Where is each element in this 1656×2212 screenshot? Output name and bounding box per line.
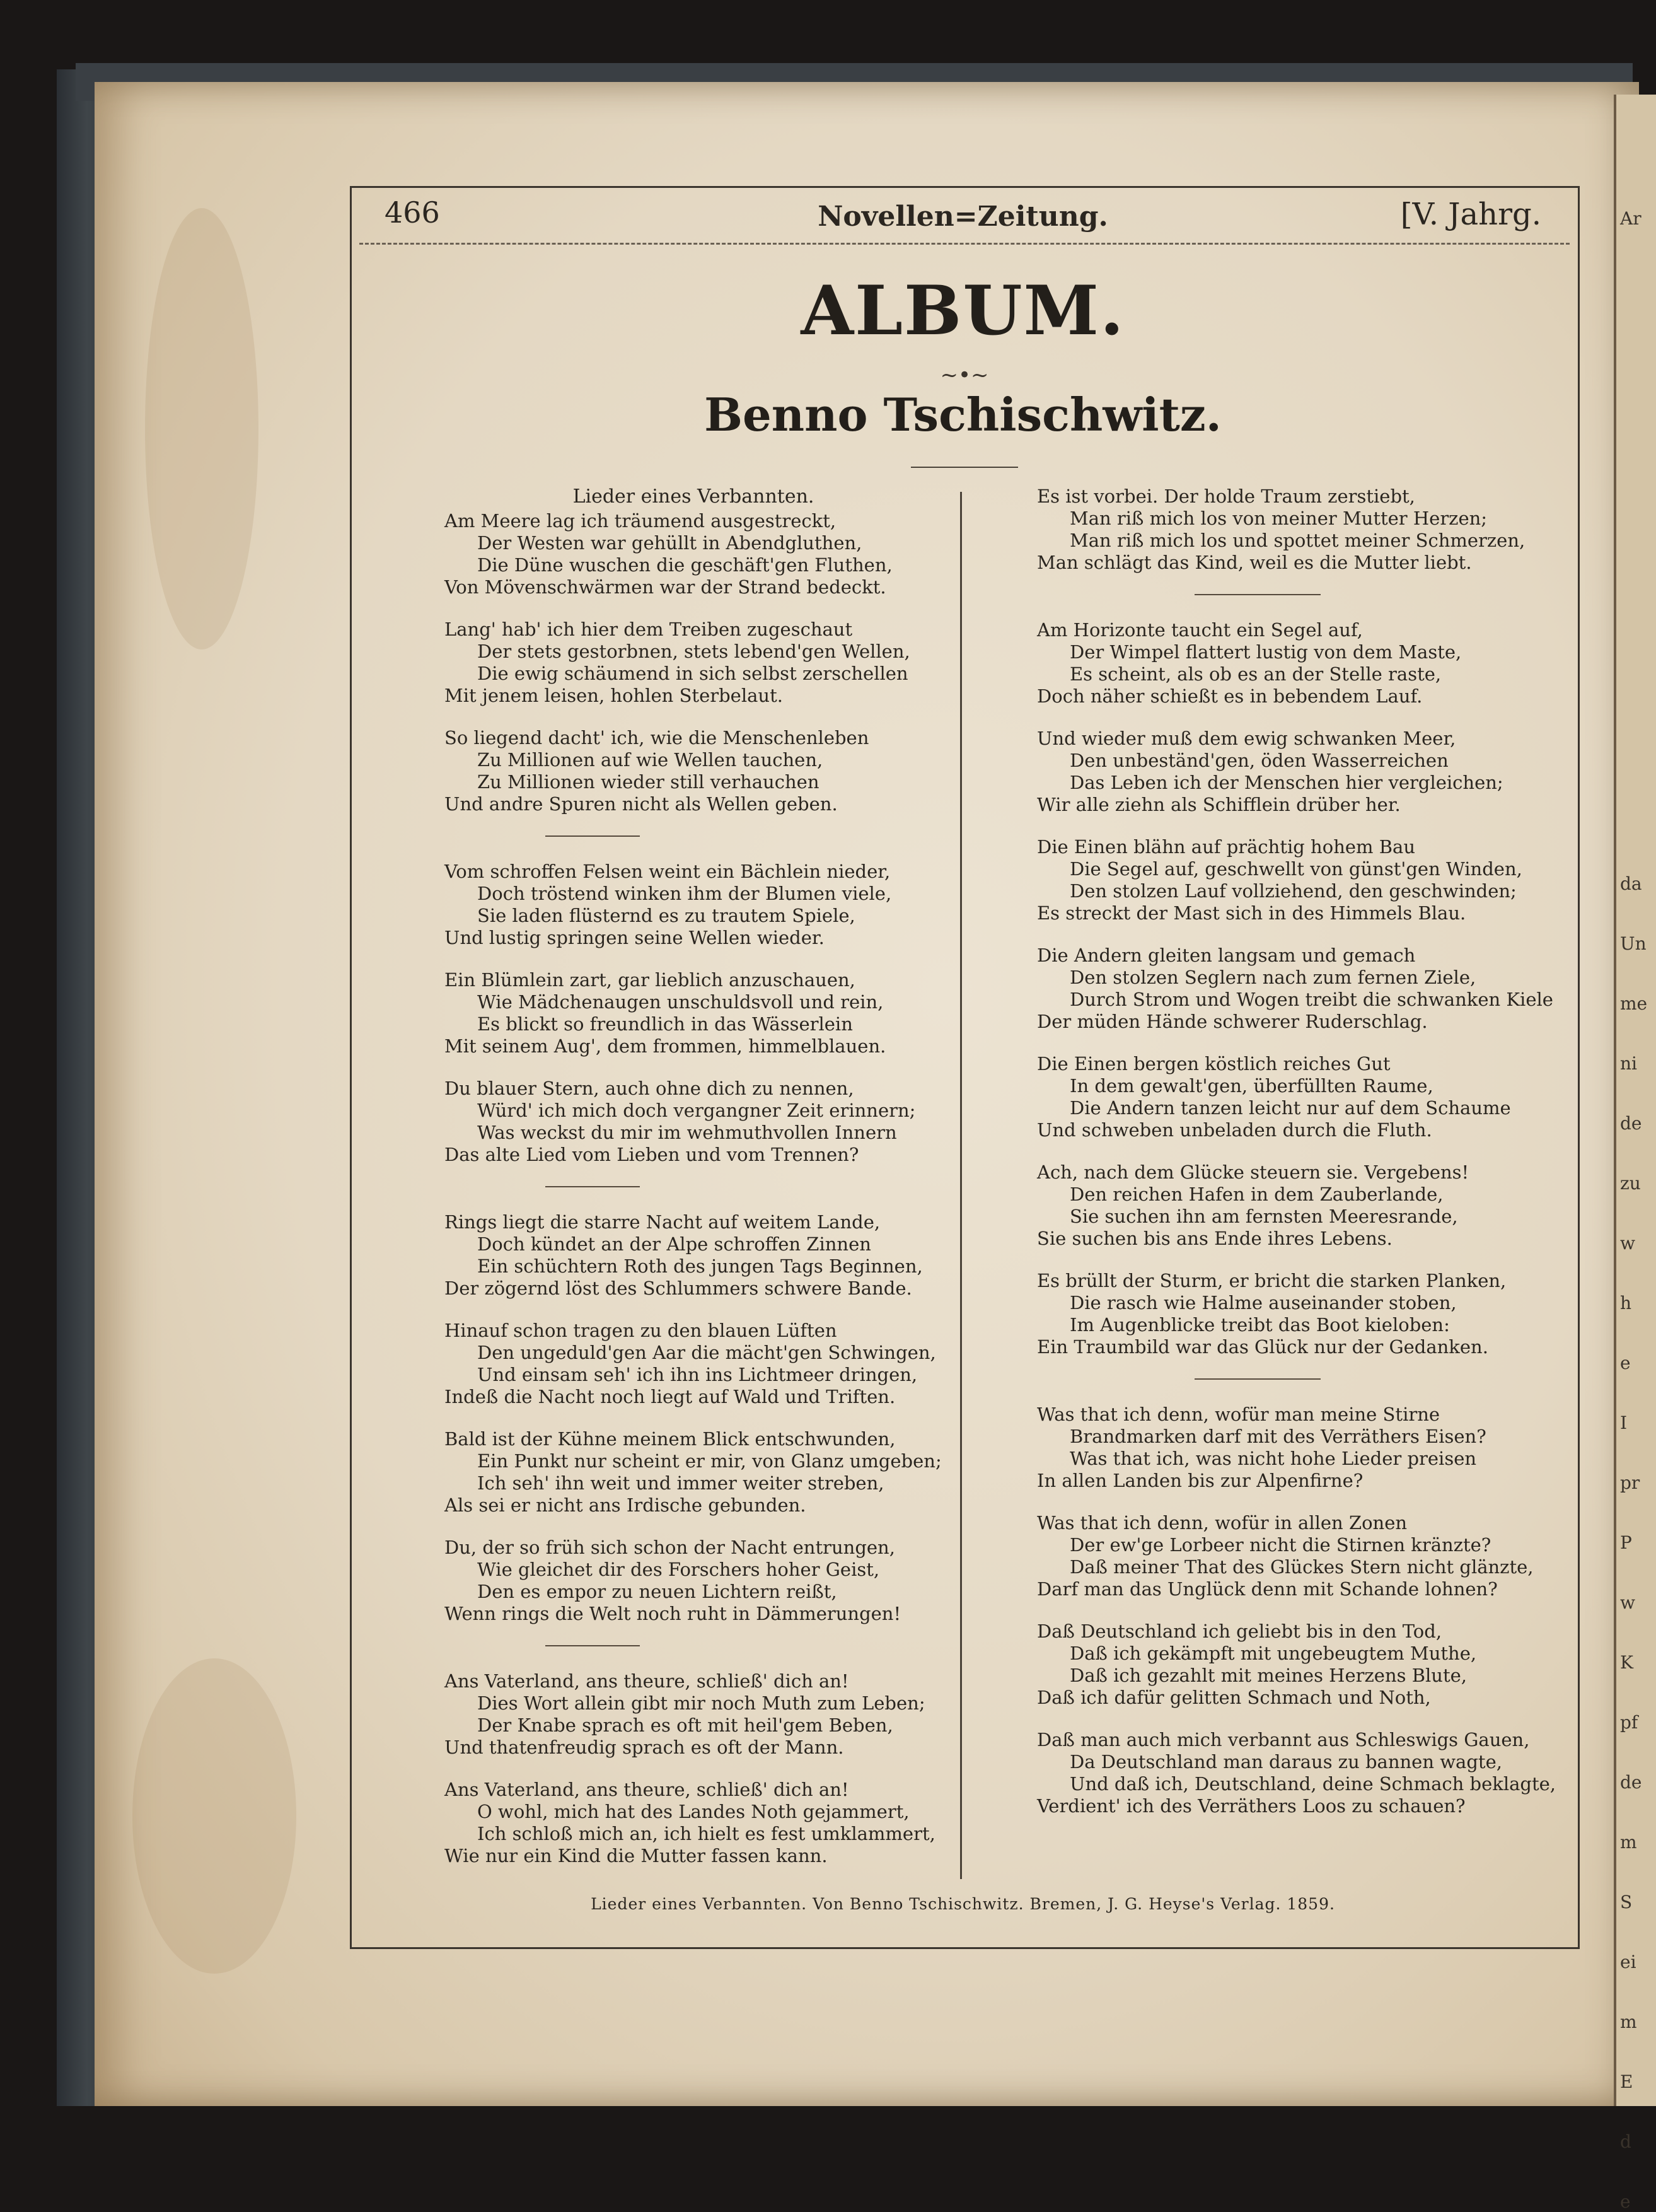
stanza (1037, 1053, 1548, 1141)
verse-line: Mit seinem Aug', dem frommen, himmelblauen. (444, 1035, 886, 1057)
adjacent-page-edge (1614, 95, 1656, 2212)
verse-line: Doch kündet an der Alpe schroffen Zinnen (477, 1233, 871, 1255)
verse-line: Die Andern tanzen leicht nur auf dem Schaume (1070, 1097, 1511, 1119)
adjacent-page-text: w (1620, 1233, 1635, 1254)
verse-line: Was that ich, was nicht hohe Lieder preisen (1070, 1448, 1477, 1469)
verse-line: Verdient' ich des Verräthers Loos zu schauen? (1037, 1795, 1466, 1817)
section-separator (545, 835, 640, 837)
verse-line: So liegend dacht' ich, wie die Menschenleben (444, 727, 869, 748)
verse-line: Sie suchen ihn am fernsten Meeresrande, (1070, 1206, 1458, 1227)
verse-line: Lang' hab' ich hier dem Treiben zugeschaut (444, 619, 853, 640)
stanza (1037, 619, 1548, 707)
verse-line: Die rasch wie Halme auseinander stoben, (1070, 1292, 1457, 1313)
adjacent-page-text: w (1620, 1592, 1635, 1613)
verse-line: Und schweben unbeladen durch die Fluth. (1037, 1119, 1432, 1141)
verse-line: Durch Strom und Wogen treibt die schwanken Kiele (1070, 989, 1553, 1010)
verse-line: Die Andern gleiten langsam und gemach (1037, 945, 1416, 966)
verse-line: Die ewig schäumend in sich selbst zerschellen (477, 663, 908, 684)
stanza (444, 1428, 942, 1516)
verse-line: Daß ich gezahlt mit meines Herzens Blute, (1070, 1665, 1468, 1686)
verse-line: Wir alle ziehn als Schifflein drüber her. (1037, 794, 1401, 815)
verse-line: Ich seh' ihn weit und immer weiter streben, (477, 1472, 884, 1494)
adjacent-page-text: m (1620, 1832, 1637, 1853)
verse-line: Ein Traumbild war das Glück nur der Gedanken. (1037, 1336, 1488, 1358)
verse-line: Hinauf schon tragen zu den blauen Lüften (444, 1320, 837, 1341)
verse-line: Wie nur ein Kind die Mutter fassen kann. (444, 1845, 828, 1866)
page-footer: Lieder eines Verbannten. Von Benno Tschischwitz. Bremen, J. G. Heyse's Verlag. 1859. (591, 1895, 1335, 1913)
stanza (1037, 1161, 1548, 1250)
verse-line: Doch näher schießt es in bebendem Lauf. (1037, 685, 1423, 707)
verse-line: Den stolzen Seglern nach zum fernen Ziele, (1070, 967, 1476, 988)
right-column (1037, 486, 1556, 1837)
ornament: ~•~ (940, 363, 989, 388)
verse-line: Brandmarken darf mit des Verräthers Eisen? (1070, 1426, 1486, 1447)
verse-line: Es brüllt der Sturm, er bricht die starken Planken, (1037, 1270, 1507, 1291)
verse-line: Wenn rings die Welt noch ruht in Dämmerungen! (444, 1603, 901, 1624)
verse-line: Darf man das Unglück denn mit Schande lohnen? (1037, 1578, 1498, 1600)
verse-line: Rings liegt die starre Nacht auf weitem Lande, (444, 1211, 881, 1233)
stanza (444, 969, 942, 1057)
verse-line: Der Knabe sprach es oft mit heil'gem Beben, (477, 1714, 893, 1736)
verse-line: Du, der so früh sich schon der Nacht entrungen, (444, 1537, 895, 1558)
verse-line: Ans Vaterland, ans theure, schließ' dich an! (444, 1670, 849, 1692)
verse-line: Daß man auch mich verbannt aus Schleswigs Gauen, (1037, 1729, 1530, 1750)
verse-line: In allen Landen bis zur Alpenfirne? (1037, 1470, 1364, 1491)
adjacent-page-text: ni (1620, 1053, 1637, 1074)
verse-line: Indeß die Nacht noch liegt auf Wald und Triften. (444, 1386, 896, 1407)
verse-line: Der Westen war gehüllt in Abendgluthen, (477, 532, 862, 554)
adjacent-page-text: de (1620, 1113, 1642, 1134)
adjacent-page-text: e (1620, 1353, 1631, 1373)
verse-line: Es ist vorbei. Der holde Traum zerstiebt, (1037, 486, 1415, 507)
adjacent-page-text: me (1620, 993, 1648, 1014)
author-name: Benno Tschischwitz. (704, 388, 1222, 441)
verse-line: Bald ist der Kühne meinem Blick entschwunden, (444, 1428, 896, 1450)
verse-line: Den es empor zu neuen Lichtern reißt, (477, 1581, 837, 1602)
verse-line: Würd' ich mich doch vergangner Zeit erinnern; (477, 1100, 916, 1121)
verse-line: Die Düne wuschen die geschäft'gen Fluthen, (477, 554, 893, 576)
adjacent-page-text: E (1620, 2071, 1633, 2092)
poem-title: Lieder eines Verbannten. (572, 486, 814, 508)
section-separator (1195, 594, 1321, 595)
stanza (1037, 486, 1548, 574)
verse-line: Wie Mädchenaugen unschuldsvoll und rein, (477, 991, 884, 1013)
page-header (350, 189, 1576, 246)
verse-line: Ans Vaterland, ans theure, schließ' dich an! (444, 1779, 849, 1800)
paper-stain (145, 208, 258, 649)
verse-line: Die Einen blähn auf prächtig hohem Bau (1037, 836, 1416, 858)
verse-line: Daß ich dafür gelitten Schmach und Noth, (1037, 1687, 1431, 1708)
verse-line: Die Einen bergen köstlich reiches Gut (1037, 1053, 1391, 1074)
verse-line: Am Horizonte taucht ein Segel auf, (1037, 619, 1363, 641)
verse-line: Ein Punkt nur scheint er mir, von Glanz umgeben; (477, 1450, 942, 1472)
adjacent-page-text: de (1620, 1772, 1642, 1793)
adjacent-page-text: zu (1620, 1173, 1641, 1194)
verse-line: Was that ich denn, wofür man meine Stirne (1037, 1404, 1440, 1425)
stanza (1037, 836, 1548, 924)
verse-line: Sie laden flüsternd es zu trautem Spiele, (477, 905, 855, 926)
paper-stain (132, 1658, 296, 1974)
adjacent-page-text: I (1620, 1412, 1628, 1433)
verse-line: Und andre Spuren nicht als Wellen geben. (444, 793, 838, 815)
verse-line: Ein schüchtern Roth des jungen Tags Beginnen, (477, 1255, 923, 1277)
verse-line: Daß Deutschland ich geliebt bis in den Tod, (1037, 1621, 1442, 1642)
adjacent-page-text: m (1620, 2011, 1637, 2032)
adjacent-page-text: K (1620, 1652, 1633, 1673)
verse-line: Der ew'ge Lorbeer nicht die Stirnen kränzte? (1070, 1534, 1491, 1556)
verse-line: Als sei er nicht ans Irdische gebunden. (444, 1494, 806, 1516)
left-column (444, 486, 942, 1887)
stanza (1037, 1404, 1548, 1492)
stanza (444, 619, 942, 707)
stanza (1037, 728, 1548, 816)
verse-line: Sie suchen bis ans Ende ihres Lebens. (1037, 1228, 1393, 1249)
verse-line: Was that ich denn, wofür in allen Zonen (1037, 1512, 1408, 1534)
verse-line: Man riß mich los von meiner Mutter Herzen; (1070, 508, 1488, 529)
verse-line: Und daß ich, Deutschland, deine Schmach beklagte, (1070, 1773, 1556, 1795)
section-separator (1195, 1378, 1321, 1380)
verse-line: Das alte Lied vom Lieben und vom Trennen? (444, 1144, 859, 1165)
verse-line: Der stets gestorbnen, stets lebend'gen Wellen, (477, 641, 910, 662)
verse-line: Es streckt der Mast sich in des Himmels Blau. (1037, 902, 1466, 924)
verse-line: Ach, nach dem Glücke steuern sie. Vergebens! (1037, 1161, 1469, 1183)
verse-line: Ich schloß mich an, ich hielt es fest umklammert, (477, 1823, 935, 1844)
stanza (444, 1211, 942, 1300)
verse-line: Den stolzen Lauf vollziehend, den geschwinden; (1070, 880, 1517, 902)
adjacent-page-text: Ar (1620, 208, 1642, 229)
year-label: [V. Jahrg. (1400, 197, 1541, 232)
stanza (1037, 945, 1553, 1033)
adjacent-page-text: pf (1620, 1712, 1638, 1733)
verse-line: Dies Wort allein gibt mir noch Muth zum Leben; (477, 1692, 925, 1714)
adjacent-page-text: da (1620, 873, 1642, 894)
verse-line: Den unbeständ'gen, öden Wasserreichen (1070, 750, 1449, 771)
verse-line: Und einsam seh' ich ihn ins Lichtmeer dringen, (477, 1364, 918, 1385)
verse-line: Es scheint, als ob es an der Stelle raste, (1070, 663, 1442, 685)
verse-line: Wie gleichet dir des Forschers hoher Geist, (477, 1559, 880, 1580)
header-rule (359, 243, 1570, 245)
stanza (1037, 1729, 1556, 1817)
verse-line: Daß meiner That des Glückes Stern nicht glänzte, (1070, 1556, 1534, 1578)
running-title: Novellen=Zeitung. (818, 201, 1108, 233)
verse-line: Der Wimpel flattert lustig von dem Maste, (1070, 641, 1462, 663)
verse-line: Am Meere lag ich träumend ausgestreckt, (444, 510, 837, 532)
section-separator (545, 1645, 640, 1646)
verse-line: Doch tröstend winken ihm der Blumen viele, (477, 883, 892, 904)
adjacent-page-text: Un (1620, 933, 1647, 954)
verse-line: Zu Millionen auf wie Wellen tauchen, (477, 749, 823, 771)
title-rule (911, 467, 1018, 468)
verse-line: Von Mövenschwärmen war der Strand bedeckt. (444, 576, 886, 598)
verse-line: Die Segel auf, geschwellt von günst'gen Winden, (1070, 858, 1522, 880)
stanza (1037, 1621, 1548, 1709)
stanza (1037, 1270, 1548, 1358)
verse-line: Vom schroffen Felsen weint ein Bächlein nieder, (444, 861, 891, 882)
verse-line: Man riß mich los und spottet meiner Schmerzen, (1070, 530, 1526, 551)
verse-line: Und wieder muß dem ewig schwanken Meer, (1037, 728, 1456, 749)
verse-line: Das Leben ich der Menschen hier vergleichen; (1070, 772, 1503, 793)
adjacent-page-text: ei (1620, 1952, 1636, 1972)
adjacent-page-text: pr (1620, 1472, 1640, 1493)
adjacent-page-text: S (1620, 1892, 1633, 1912)
verse-line: Zu Millionen wieder still verhauchen (477, 771, 819, 793)
adjacent-page-text: h (1620, 1293, 1632, 1313)
verse-line: Du blauer Stern, auch ohne dich zu nennen, (444, 1078, 854, 1099)
stanza (1037, 1512, 1548, 1600)
stanza (444, 727, 942, 815)
verse-line: Der zögernd löst des Schlummers schwere Bande. (444, 1278, 912, 1299)
column-divider (960, 492, 962, 1879)
verse-line: Was weckst du mir im wehmuthvollen Innern (477, 1122, 897, 1143)
verse-line: Man schlägt das Kind, weil es die Mutter liebt. (1037, 552, 1472, 573)
stanza (444, 1078, 942, 1166)
verse-line: Und thatenfreudig sprach es oft der Mann. (444, 1737, 844, 1758)
verse-line: Mit jenem leisen, hohlen Sterbelaut. (444, 685, 783, 706)
verse-line: Den ungeduld'gen Aar die mächt'gen Schwingen, (477, 1342, 936, 1363)
stanza (444, 1320, 942, 1408)
adjacent-page-text: e (1620, 2191, 1631, 2212)
stanza (444, 1670, 942, 1759)
verse-line: Es blickt so freundlich in das Wässerlein (477, 1013, 853, 1035)
page-number: 466 (385, 195, 440, 230)
verse-line: Da Deutschland man daraus zu bannen wagte, (1070, 1751, 1502, 1773)
page-title: ALBUM. (801, 271, 1125, 351)
verse-line: Den reichen Hafen in dem Zauberlande, (1070, 1184, 1444, 1205)
verse-line: O wohl, mich hat des Landes Noth gejammert, (477, 1801, 910, 1822)
adjacent-page-text: d (1620, 2131, 1631, 2152)
stanza (444, 510, 942, 598)
stanza (444, 1779, 942, 1867)
adjacent-page-text: P (1620, 1532, 1632, 1553)
stanza (444, 1537, 942, 1625)
stanza (444, 861, 942, 949)
verse-line: In dem gewalt'gen, überfüllten Raume, (1070, 1075, 1433, 1097)
verse-line: Daß ich gekämpft mit ungebeugtem Muthe, (1070, 1643, 1477, 1664)
section-separator (545, 1186, 640, 1187)
verse-line: Und lustig springen seine Wellen wieder. (444, 927, 825, 948)
verse-line: Der müden Hände schwerer Ruderschlag. (1037, 1011, 1428, 1032)
verse-line: Im Augenblicke treibt das Boot kieloben: (1070, 1314, 1450, 1336)
verse-line: Ein Blümlein zart, gar lieblich anzuschauen, (444, 969, 855, 991)
